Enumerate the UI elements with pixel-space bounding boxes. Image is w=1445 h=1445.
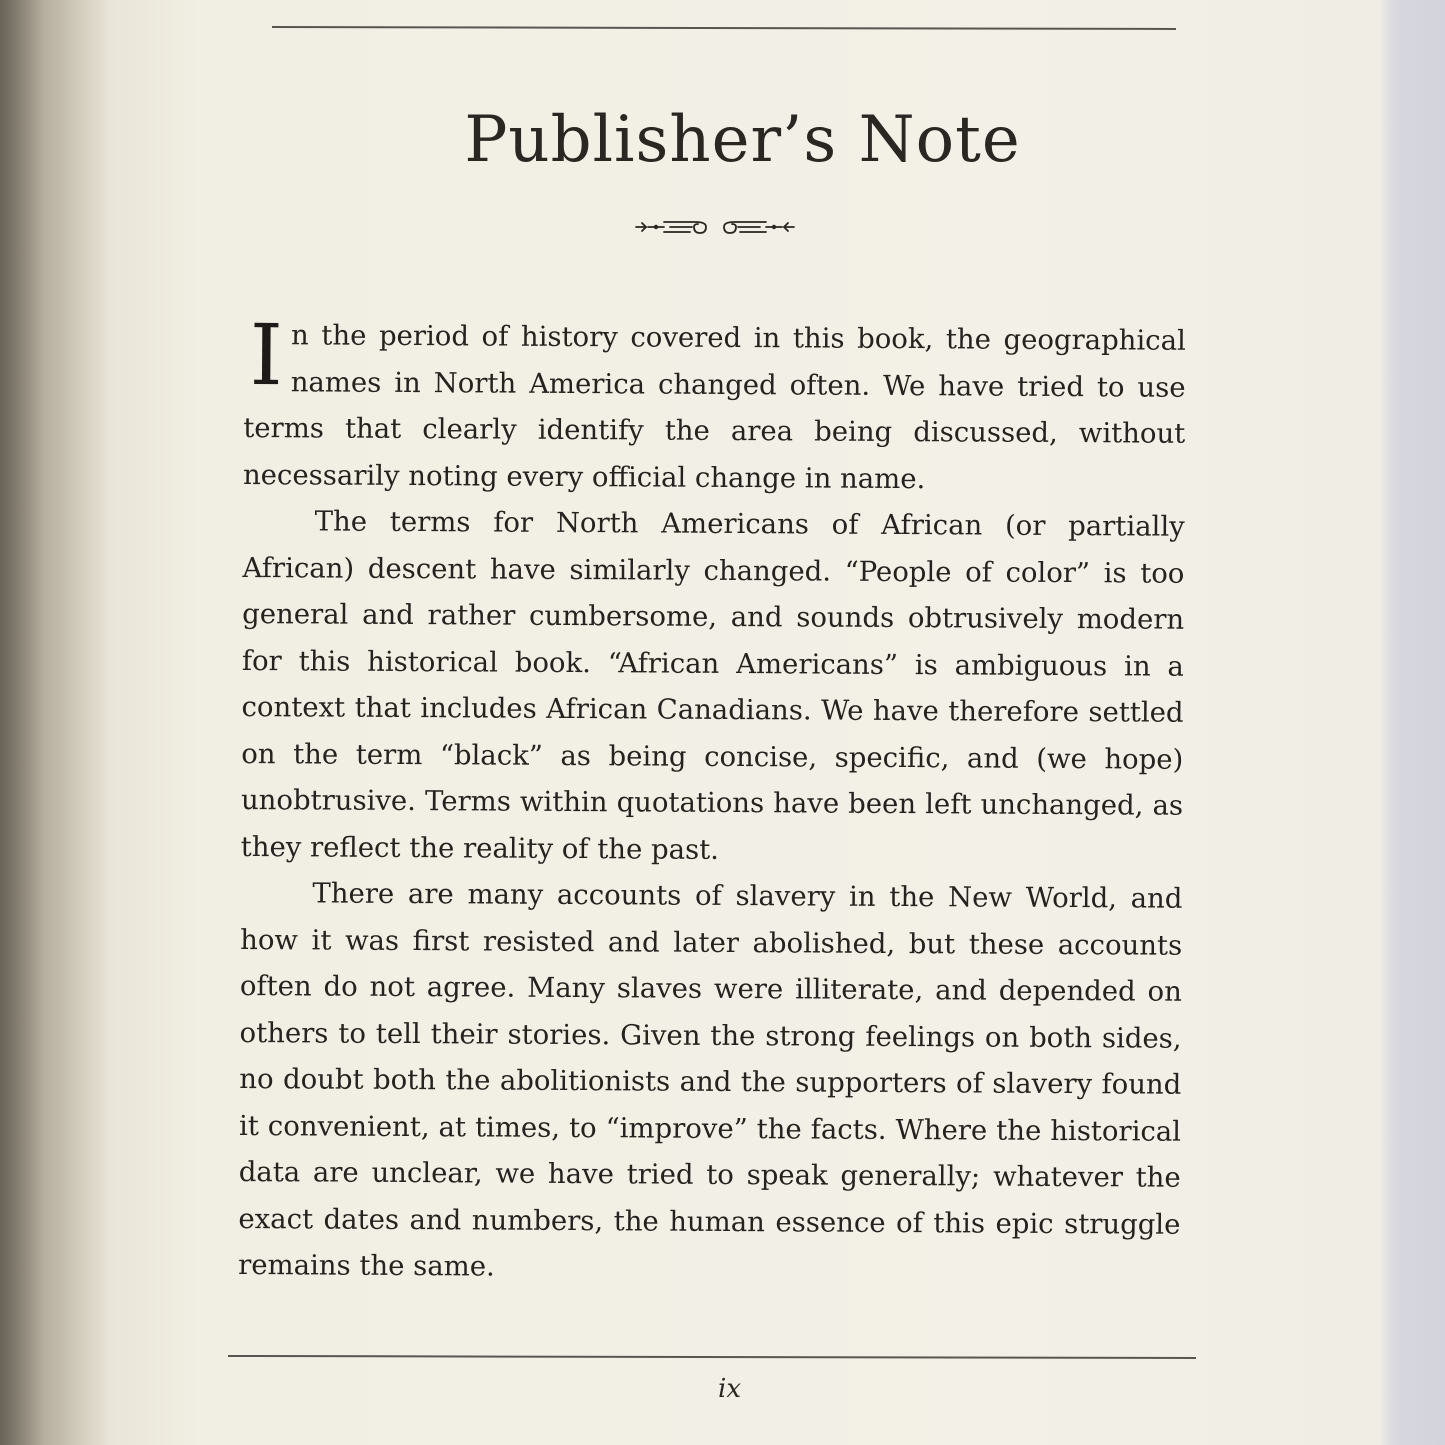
book-gutter-shadow <box>0 0 110 1445</box>
page-title: Publisher’s Note <box>464 102 1021 177</box>
paragraph-1-text: n the period of history covered in this book, the geographical names in North America changed often. We have tried to use terms that clearly identify the area being discussed, without necessarily noting every official change in name. <box>242 319 1186 495</box>
page-number: ix <box>718 1374 741 1404</box>
top-rule <box>272 26 1176 30</box>
decorative-scroll-ornament <box>634 212 796 242</box>
drop-cap: I <box>249 306 284 405</box>
body-text <box>238 306 1186 1294</box>
bottom-rule <box>228 1355 1196 1359</box>
paragraph-2: The terms for North Americans of African (or partially African) descent have similarly changed. “People of color” is too general and rather cumbersome, and sounds obtrusively modern for this historical book. “African Americans” is ambiguous in a context that includes African Canadians. We have therefore settled on the term “black” as being concise, specific, and (we hope) unobtrusive. Terms within quotations have been left unchanged, as they reflect the reality of the past. <box>240 505 1185 866</box>
paragraph-3: There are many accounts of slavery in the New World, and how it was first resisted and later abolished, but these accounts often do not agree. Many slaves were illiterate, and depended on others to tell their stories. Given the strong feelings on both sides, no doubt both the abolitionists and the supporters of slavery found it convenient, at times, to “improve” the facts. Where the historical data are unclear, we have tried to speak generally; whatever the exact dates and numbers, the human essence of this epic struggle remains the same. <box>238 877 1183 1283</box>
page-right-edge <box>1380 0 1445 1445</box>
paragraph-1 <box>242 306 1186 504</box>
